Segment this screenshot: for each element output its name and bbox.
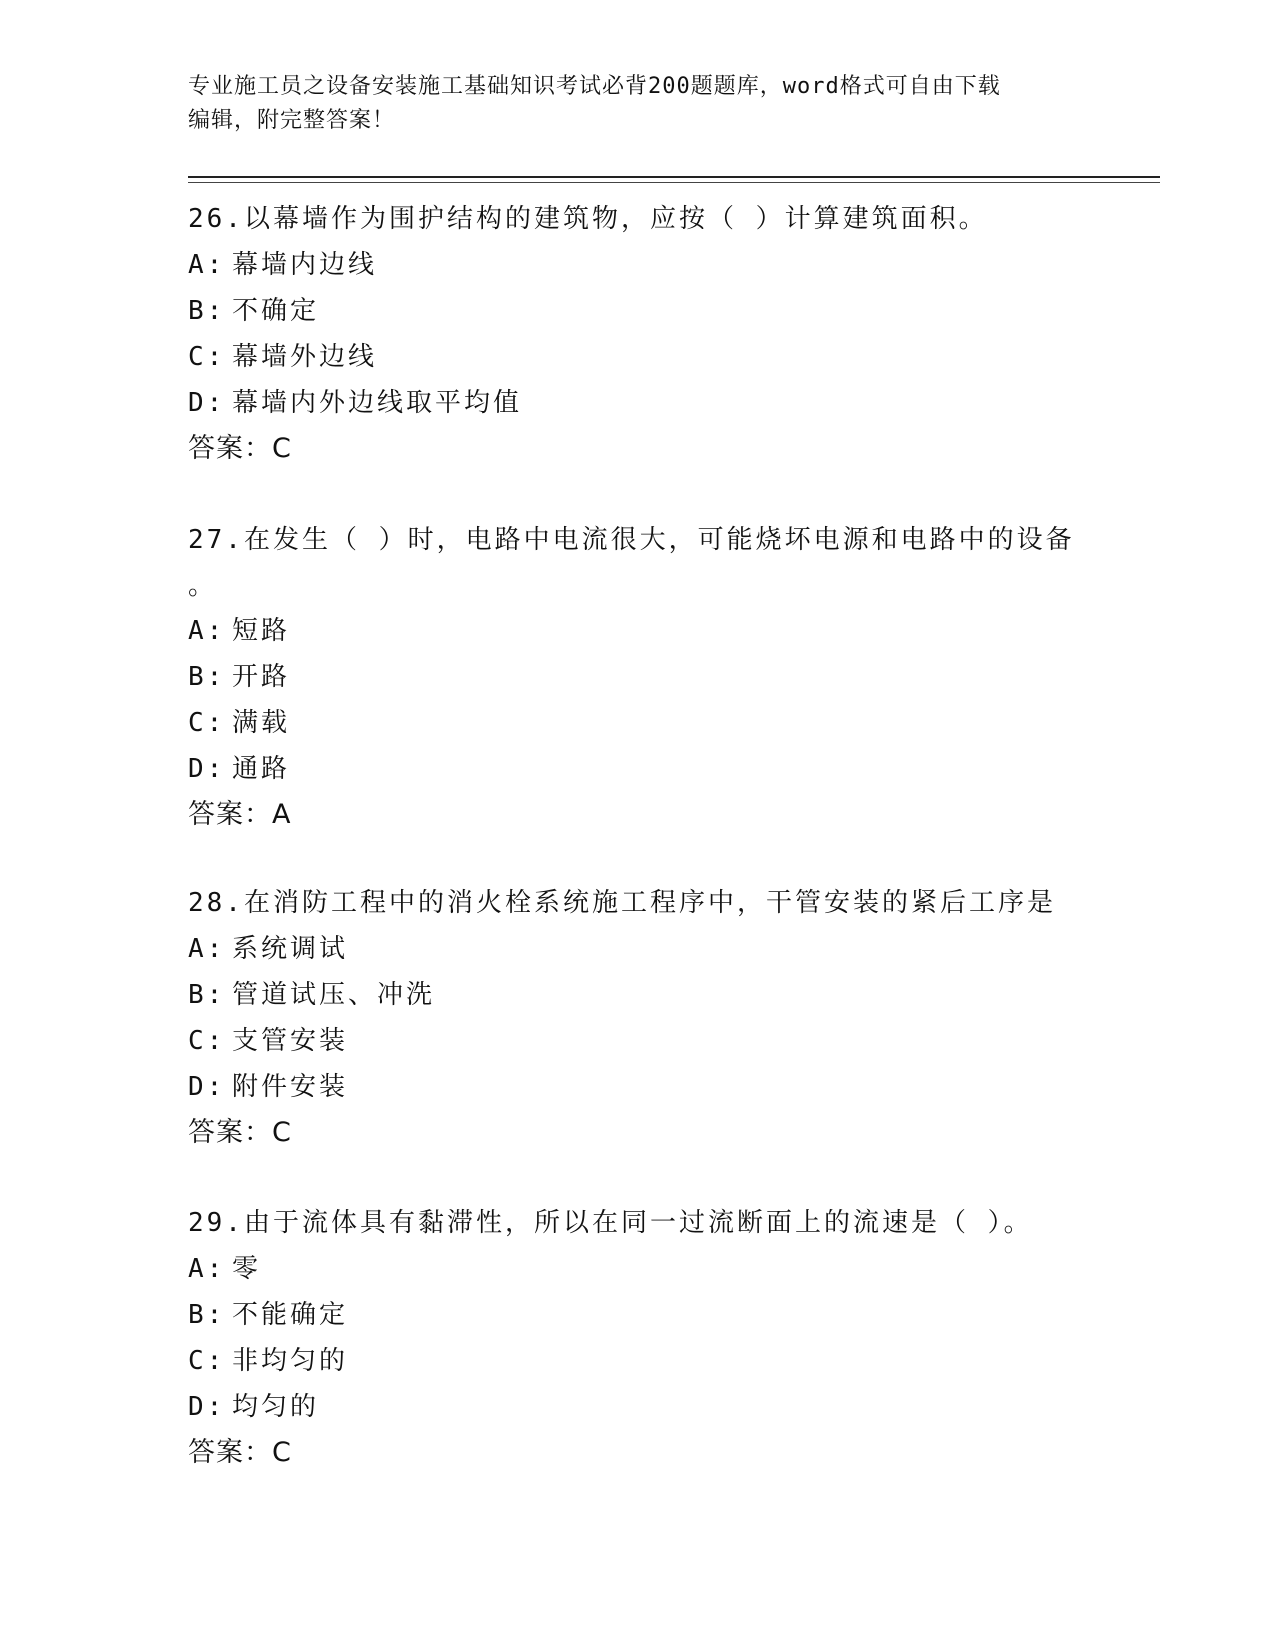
option-key: C:: [188, 708, 226, 738]
option-text: 管道试压、冲洗: [232, 980, 436, 1010]
option-text: 幕墙内边线: [232, 250, 378, 280]
option-key: B:: [188, 980, 226, 1010]
option-c: [188, 1338, 1088, 1384]
option-d: [188, 380, 1088, 426]
answer-value: C: [272, 1437, 292, 1468]
question-text: 27.在发生（ ）时，电路中电流很大，可能烧坏电源和电路中的设备: [188, 525, 1075, 555]
answer-label: 答案：: [188, 1437, 272, 1468]
answer-line: [188, 426, 1088, 472]
question-27: [188, 516, 1088, 838]
option-a: [188, 926, 1088, 972]
answer-label: 答案：: [188, 433, 272, 464]
option-text: 满载: [232, 708, 291, 738]
option-c: [188, 334, 1088, 380]
document-header: [188, 70, 1068, 138]
question-29: [188, 1200, 1088, 1476]
answer-line: [188, 1430, 1088, 1476]
option-b: [188, 972, 1088, 1018]
header-line-2: 编辑，附完整答案！: [188, 108, 396, 133]
option-key: A:: [188, 934, 226, 964]
option-key: A:: [188, 1254, 226, 1284]
option-text: 不能确定: [232, 1300, 349, 1330]
option-text: 零: [232, 1254, 262, 1284]
option-text: 幕墙外边线: [232, 342, 378, 372]
option-text: 支管安装: [232, 1026, 349, 1056]
option-text: 均匀的: [232, 1392, 320, 1422]
option-d: [188, 1384, 1088, 1430]
option-a: [188, 242, 1088, 288]
option-key: B:: [188, 296, 226, 326]
question-28: [188, 880, 1088, 1156]
question-text: 28.在消防工程中的消火栓系统施工程序中，干管安装的紧后工序是: [188, 888, 1056, 918]
answer-line: [188, 792, 1088, 838]
option-text: 开路: [232, 662, 291, 692]
option-b: [188, 654, 1088, 700]
option-d: [188, 746, 1088, 792]
question-text: 29.由于流体具有黏滞性，所以在同一过流断面上的流速是（ ）。: [188, 1208, 1033, 1238]
option-a: [188, 608, 1088, 654]
option-key: D:: [188, 1392, 226, 1422]
option-d: [188, 1064, 1088, 1110]
answer-label: 答案：: [188, 799, 272, 830]
option-key: C:: [188, 1346, 226, 1376]
option-a: [188, 1246, 1088, 1292]
header-line-1: 专业施工员之设备安装施工基础知识考试必背200题题库，word格式可自由下载: [188, 74, 1001, 99]
option-c: [188, 700, 1088, 746]
answer-value: A: [272, 799, 292, 830]
option-text: 附件安装: [232, 1072, 349, 1102]
answer-label: 答案：: [188, 1117, 272, 1148]
header-divider-thin: [188, 182, 1160, 183]
option-key: A:: [188, 616, 226, 646]
option-key: B:: [188, 1300, 226, 1330]
answer-line: [188, 1110, 1088, 1156]
option-b: [188, 288, 1088, 334]
option-text: 短路: [232, 616, 291, 646]
answer-value: C: [272, 433, 292, 464]
option-key: C:: [188, 1026, 226, 1056]
option-key: B:: [188, 662, 226, 692]
option-key: D:: [188, 754, 226, 784]
option-text: 不确定: [232, 296, 320, 326]
question-text: 26.以幕墙作为围护结构的建筑物，应按（ ）计算建筑面积。: [188, 204, 988, 234]
option-text: 系统调试: [232, 934, 349, 964]
option-b: [188, 1292, 1088, 1338]
header-divider: [188, 176, 1160, 178]
option-key: D:: [188, 1072, 226, 1102]
question-26: [188, 196, 1088, 472]
option-text: 通路: [232, 754, 291, 784]
option-key: A:: [188, 250, 226, 280]
option-key: C:: [188, 342, 226, 372]
option-text: 幕墙内外边线取平均值: [232, 388, 523, 418]
answer-value: C: [272, 1117, 292, 1148]
option-key: D:: [188, 388, 226, 418]
option-text: 非均匀的: [232, 1346, 349, 1376]
question-text-continuation: 。: [188, 571, 218, 601]
option-c: [188, 1018, 1088, 1064]
